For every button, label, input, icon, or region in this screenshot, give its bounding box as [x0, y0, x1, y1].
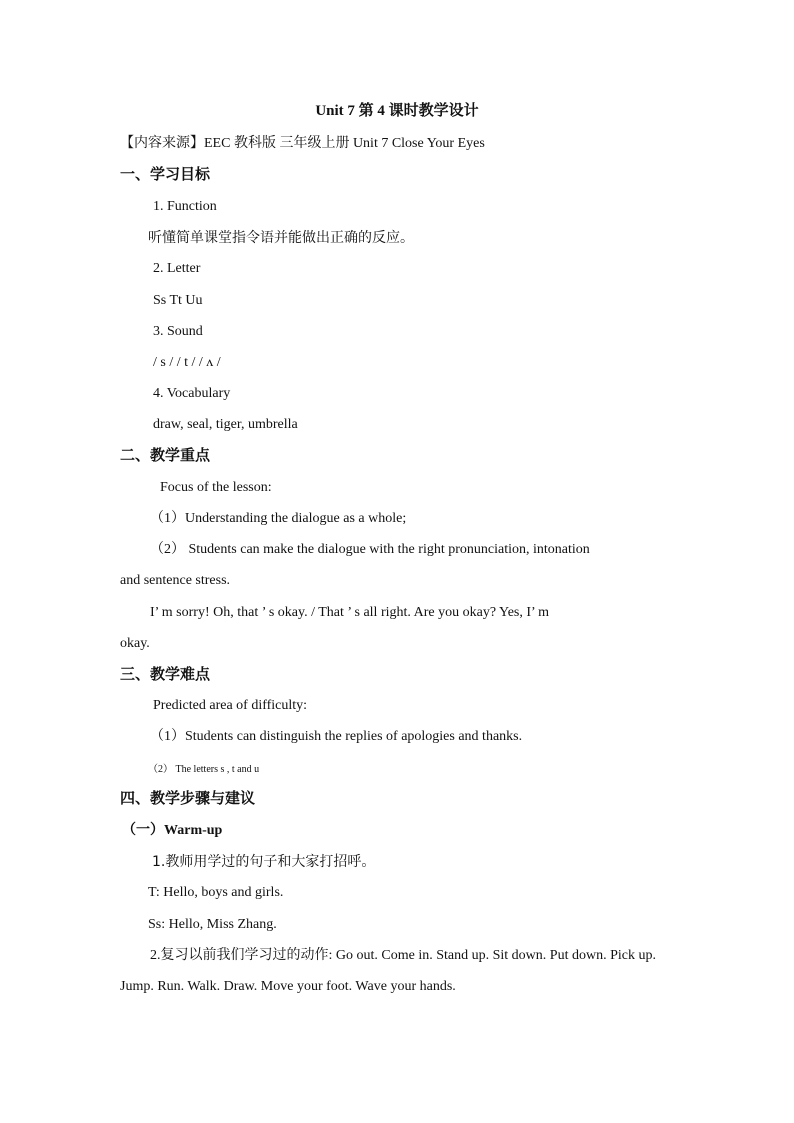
objective-letter-text: Ss Tt Uu — [153, 293, 203, 308]
warmup-step-2-line-1: 2.复习以前我们学习过的动作: Go out. Come in. Stand up. Sit down. Put down. Pick up. — [150, 948, 656, 963]
focus-dialogue-line-1: I’ m sorry! Oh, that ’ s okay. / That ’ s all right. Are you okay? Yes, I’ m — [150, 605, 550, 620]
subsection-heading-warmup: （一）Warm-up — [122, 823, 223, 838]
objective-sound-label: 3. Sound — [153, 324, 203, 339]
section-heading-focus: 二、教学重点 — [120, 448, 211, 464]
objective-vocabulary-label: 4. Vocabulary — [153, 386, 231, 401]
warmup-step-2-line-2: Jump. Run. Walk. Draw. Move your foot. Wave your hands. — [120, 979, 456, 994]
focus-item-2-line-1: （2） Students can make the dialogue with the right pronunciation, intonation — [150, 542, 590, 557]
section-heading-objectives: 一、学习目标 — [120, 167, 211, 183]
warmup-teacher-line: T: Hello, boys and girls. — [148, 885, 284, 900]
difficulty-intro: Predicted area of difficulty: — [153, 698, 308, 713]
focus-item-2-line-2: and sentence stress. — [120, 573, 231, 588]
difficulty-item-2: （2） The letters s , t and u — [148, 764, 260, 775]
focus-dialogue-line-2: okay. — [120, 636, 150, 651]
warmup-step-1: 1.教师用学过的句子和大家打招呼。 — [152, 854, 376, 870]
focus-intro: Focus of the lesson: — [160, 480, 272, 495]
content-source: 【内容来源】EEC 教科版 三年级上册 Unit 7 Close Your Eyes — [120, 136, 485, 151]
document-title: Unit 7 第 4 课时教学设计 — [315, 103, 479, 119]
focus-item-1: （1）Understanding the dialogue as a whole; — [150, 511, 407, 526]
objective-function-text: 听懂简单课堂指令语并能做出正确的反应。 — [148, 230, 414, 246]
warmup-students-line: Ss: Hello, Miss Zhang. — [148, 917, 277, 932]
objective-sound-text: / s / / t / / ʌ / — [153, 355, 221, 370]
objective-function-label: 1. Function — [153, 199, 217, 214]
objective-letter-label: 2. Letter — [153, 261, 201, 276]
difficulty-item-1: （1）Students can distinguish the replies of apologies and thanks. — [150, 729, 523, 744]
section-heading-steps: 四、教学步骤与建议 — [120, 791, 256, 807]
section-heading-difficulty: 三、教学难点 — [120, 667, 211, 683]
objective-vocabulary-text: draw, seal, tiger, umbrella — [153, 417, 298, 432]
